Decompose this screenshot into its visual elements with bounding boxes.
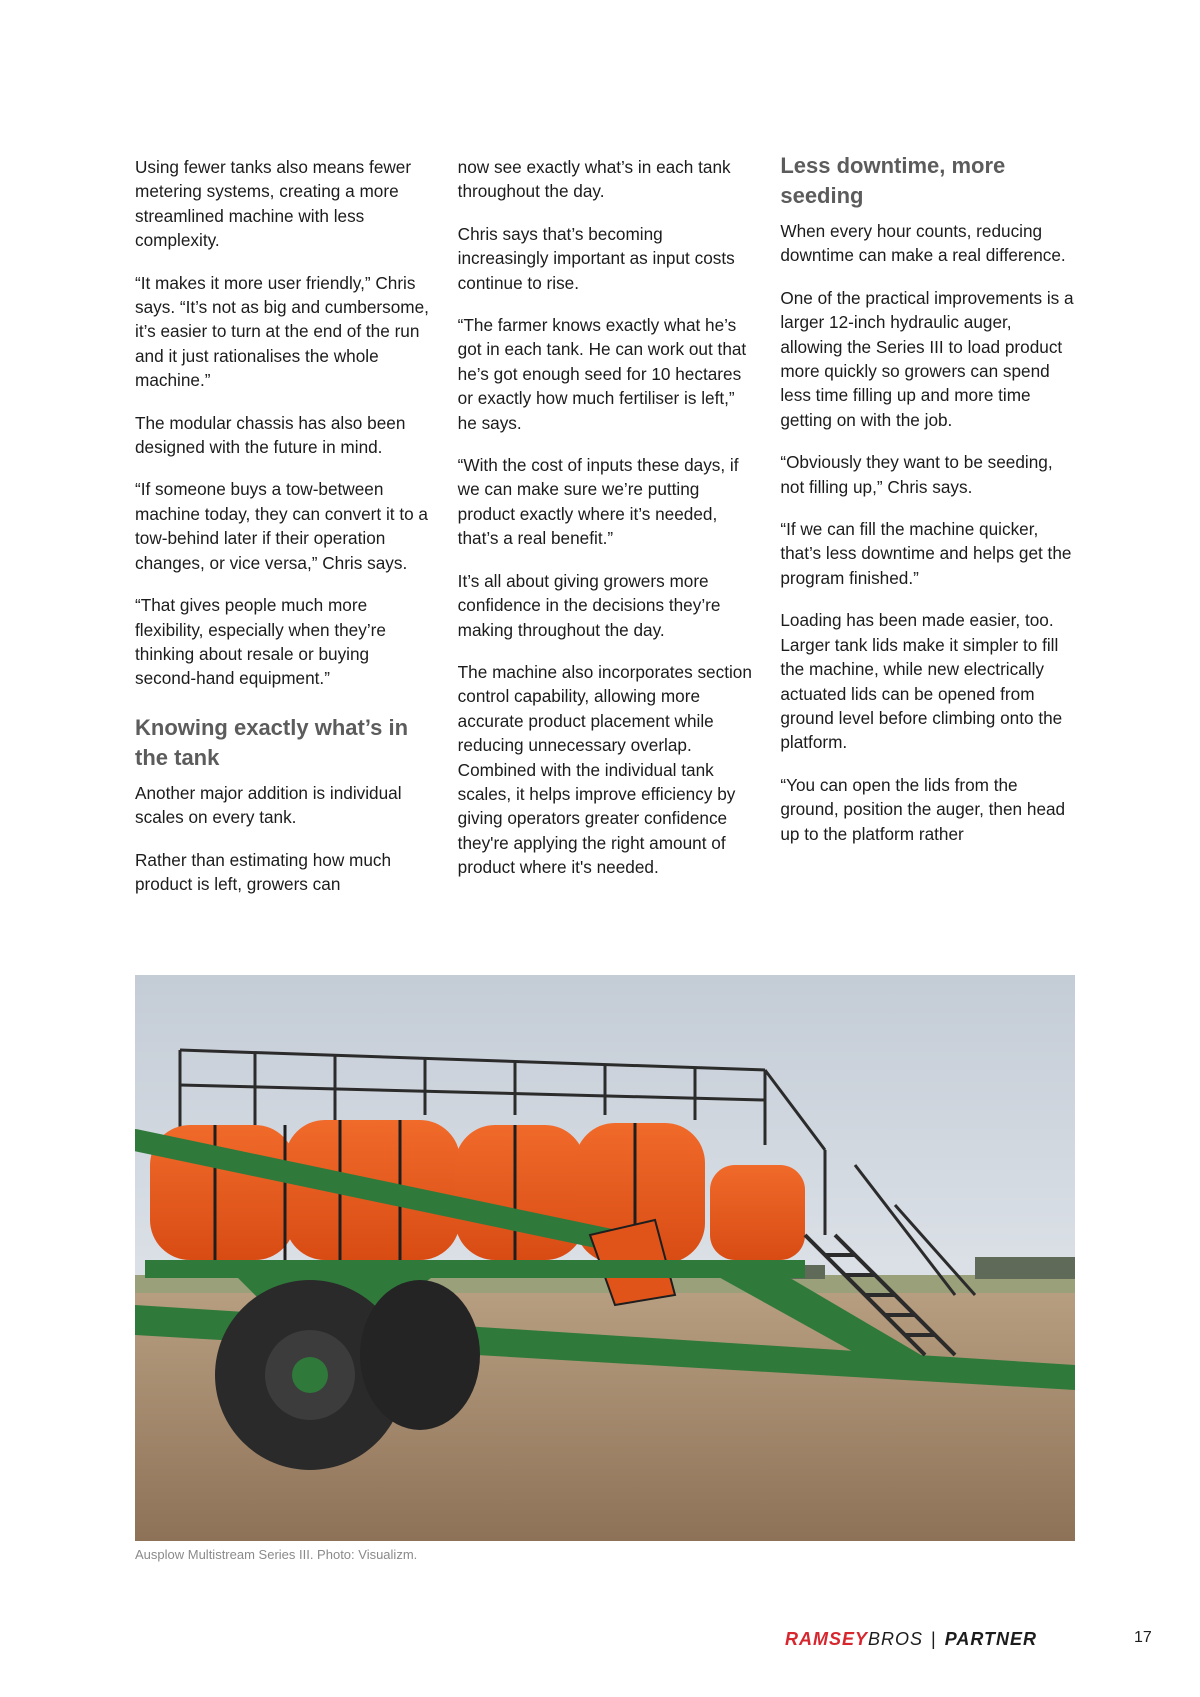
- paragraph: The modular chassis has also been designed with the future in mind.: [135, 412, 406, 458]
- paragraph: Chris says that’s becoming increasingly important as input costs continue to rise.: [457, 223, 735, 293]
- brand-separator: |: [931, 1629, 937, 1649]
- section-heading: Less downtime, more seeding: [780, 153, 1006, 208]
- paragraph: Another major addition is individual scales on every tank.: [135, 782, 402, 828]
- section-heading: Knowing exactly what’s in the tank: [135, 714, 409, 770]
- paragraph: One of the practical improvements is a larger 12-inch hydraulic auger, allowing the Series III to load product more quickly so growers can spend less time filling up and more time getting on with the job.: [780, 287, 1074, 430]
- paragraph: “You can open the lids from the ground, position the auger, then head up to the platform rather: [780, 774, 1066, 844]
- article-column-2: [458, 155, 753, 914]
- article-column-1: [135, 155, 430, 914]
- paragraph: Using fewer tanks also means fewer metering systems, creating a more streamlined machine with less complexity.: [135, 157, 412, 251]
- paragraph: “If someone buys a tow-between machine today, they can convert it to a tow-behind later if their operation changes, or vice versa,” Chris says.: [135, 479, 428, 573]
- paragraph: Loading has been made easier, too. Larger tank lids make it simpler to fill the machine, while new electrically actuated lids can be opened from ground level before climbing onto the platform.: [780, 610, 1063, 753]
- machine-photo: [135, 975, 1075, 1541]
- paragraph: “That gives people much more flexibility, especially when they’re thinking about resale or buying second-hand equipment.”: [135, 595, 386, 689]
- article-columns: [135, 155, 1075, 914]
- paragraph: now see exactly what’s in each tank throughout the day.: [457, 157, 731, 202]
- ramsey-bros-partner-logo: [785, 1629, 1037, 1650]
- brand-partner: PARTNER: [944, 1629, 1038, 1649]
- seeder-illustration: [135, 975, 1075, 1541]
- paragraph: “With the cost of inputs these days, if we can make sure we’re putting product exactly where it’s needed, that’s a real benefit.”: [457, 455, 739, 549]
- paragraph: “It makes it more user friendly,” Chris says. “It’s not as big and cumbersome, it’s easier to turn at the end of the run and it just rationalises the whole machine.”: [135, 272, 429, 391]
- paragraph: Rather than estimating how much product is left, growers can: [135, 849, 392, 894]
- article-column-3: [780, 155, 1075, 914]
- paragraph: “If we can fill the machine quicker, that’s less downtime and helps get the program finished.”: [780, 519, 1072, 588]
- page-number: 17: [1134, 1629, 1152, 1646]
- paragraph: When every hour counts, reducing downtime can make a real difference.: [780, 221, 1066, 266]
- paragraph: “Obviously they want to be seeding, not filling up,” Chris says.: [780, 452, 1053, 497]
- paragraph: The machine also incorporates section control capability, allowing more accurate product placement while reducing unnecessary overlap. Combined with the individual tank scales, it helps improve efficiency by giving operators greater confidence they're applying the right amount of product where it's needed.: [457, 661, 752, 878]
- paragraph: “The farmer knows exactly what he’s got in each tank. He can work out that he’s got enough seed for 10 hectares or exactly how much fertiliser is left,” he says.: [457, 315, 747, 433]
- photo-caption: Ausplow Multistream Series III. Photo: Visualizm.: [135, 1547, 418, 1562]
- brand-ramsey: RAMSEY: [785, 1629, 869, 1649]
- paragraph: It’s all about giving growers more confidence in the decisions they’re making throughout the day.: [457, 570, 721, 640]
- brand-bros: BROS: [868, 1629, 924, 1649]
